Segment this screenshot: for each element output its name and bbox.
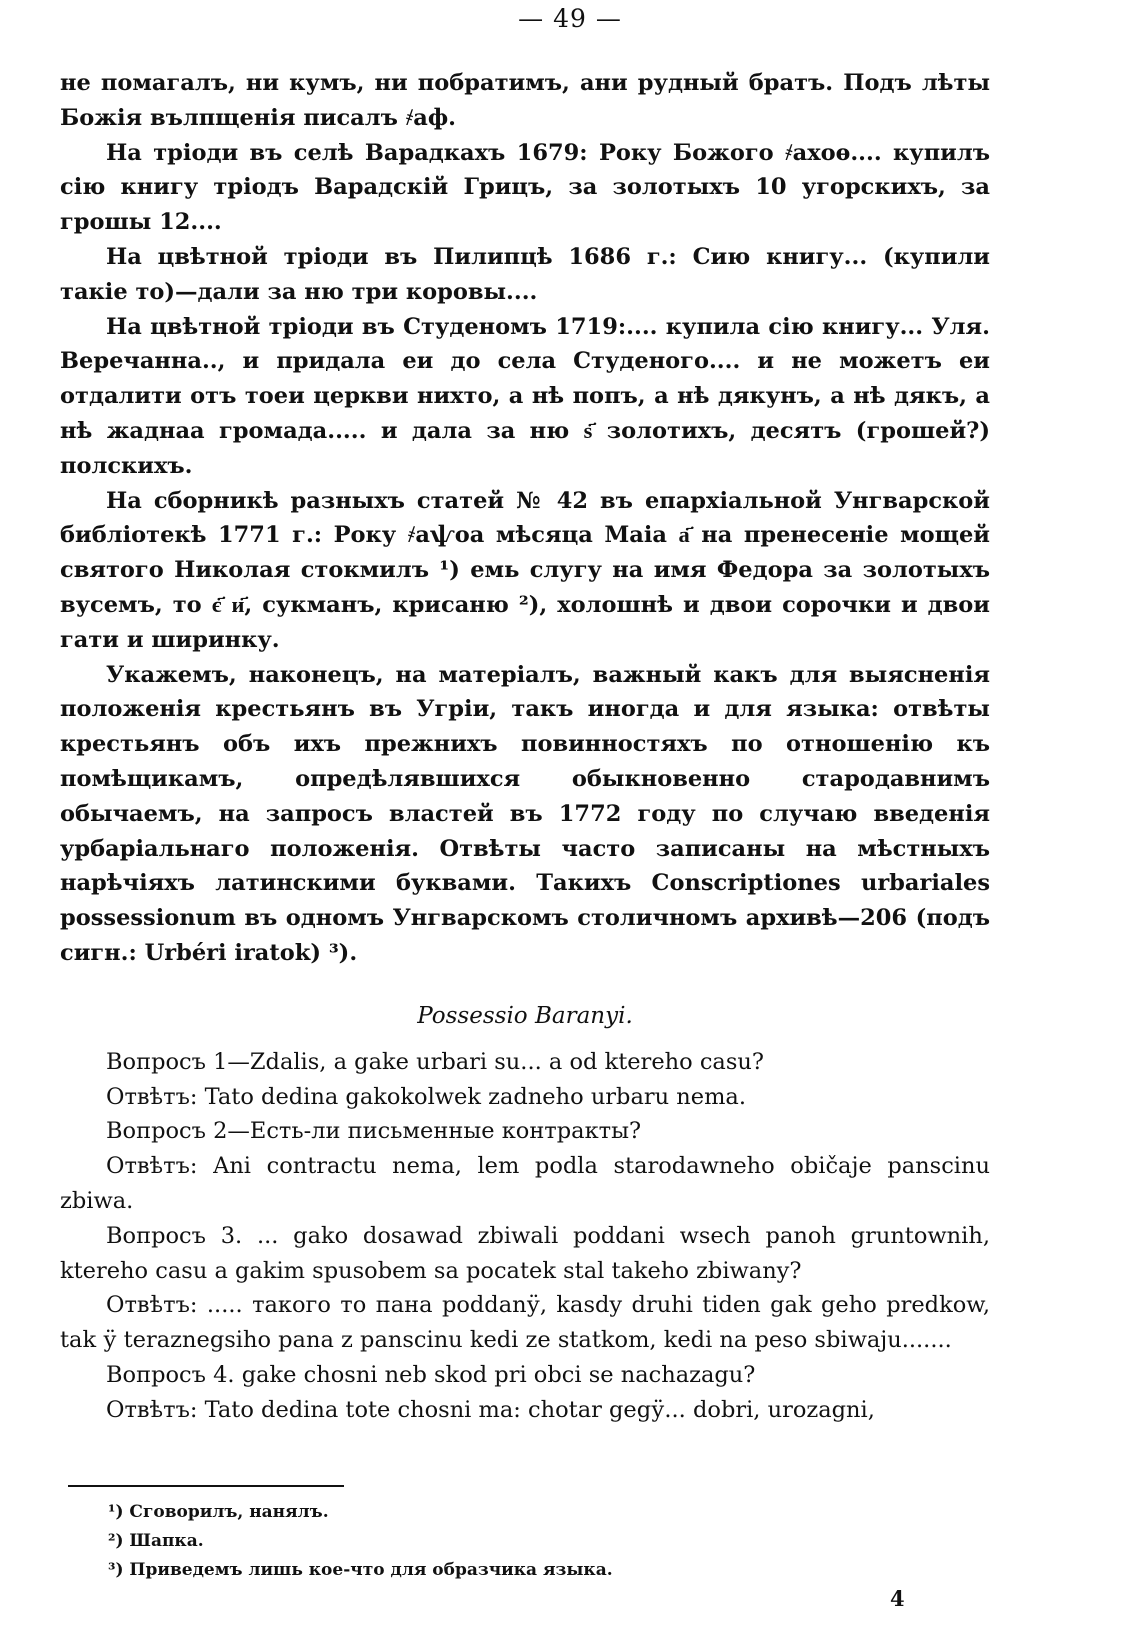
qa-question-1: Вопросъ 1—Zdalis, a gake urbari su... a od ktereho casu? [106,1048,764,1075]
paragraph-4: На цвѣтной тріоди въ Студеномъ 1719:.... купила сію книгу... Уля. Веречанна.., и придала еи до села Студеного.... и не можетъ еи отдалити отъ тоеи церкви нихто, а нѣ попъ, а нѣ дякунъ, а нѣ дякъ, а нѣ жаднаа громада..... и дала за ню ѕ҃ золотихъ, десятъ (грошей?) полскихъ. [60,313,990,479]
qa-question-3: Вопросъ 3. ... gako dosawad zbiwali poddani wsech panoh gruntownih, ktereho casu a gakim spusobem sa pocatek stal takeho zbiwany? [60,1222,990,1284]
paragraph-3: На цвѣтной тріоди въ Пилипцѣ 1686 г.: Сию книгу... (купили такіе то)—дали за ню три коровы.... [60,243,990,305]
qa-question-2: Вопросъ 2—Есть-ли письменные контракты? [106,1118,642,1145]
footnote-2: ²) Шапка. [108,1531,204,1551]
footnote-3: ³) Приведемъ лишь кое-что для образчика языка. [108,1560,613,1580]
footnote-1: ¹) Сговорилъ, нанялъ. [108,1502,329,1522]
qa-answer-3: Отвѣтъ: ..... такого то пана poddanӱ, kasdy druhi tiden gak geho predkow, tak ӱ teraznegsiho pana z panscinu kedi ze statkom, kedi na peso sbiwaju....... [60,1292,990,1354]
section-heading: Possessio Baranyi. [417,1002,633,1029]
paragraph-5: На сборникѣ разныхъ статей № 42 въ епархіальной Унгварской библіотекѣ 1771 г.: Року ҂аѱоа мѣсяца Маіа а҃ на пренесеніе мощей святого Николая стокмилъ ¹) емь слугу на имя Федора за золотыхъ вусемъ, то є҃ и҃, сукманъ, крисаню ²), холошнѣ и двои сорочки и двои гати и ширинку. [60,487,990,653]
paragraph-1: не помагалъ, ни кумъ, ни побратимъ, ани рудный братъ. Подъ лѣты Божія вълпщенія писалъ ҂аф. [60,70,990,131]
qa-question-4: Вопросъ 4. gake chosni neb skod pri obci se nachazagu? [106,1361,756,1388]
page-number: — 49 — [518,4,622,33]
body-text [60,66,990,1427]
qa-answer-1: Отвѣтъ: Tato dedina gakokolwek zadneho urbaru nema. [106,1083,746,1110]
qa-answer-2: Отвѣтъ: Ani contractu nema, lem podla starodawneho običaje panscinu zbiwa. [60,1153,990,1214]
footnotes [108,1498,968,1585]
paragraph-6: Укажемъ, наконецъ, на матеріалъ, важный какъ для выясненія положенія крестьянъ въ Угріи, такъ иногда и для языка: отвѣты крестьянъ объ ихъ прежнихъ повинностяхъ по отношенію къ помѣщикамъ, опредѣлявшихся обыкновенно стародавнимъ обычаемъ, на запросъ властей въ 1772 году по случаю введенія урбаріальнаго положенія. Отвѣты часто записаны на мѣстныхъ нарѣчіяхъ латинскими буквами. Такихъ Conscriptiones urbariales possessionum въ одномъ Унгварскомъ столичномъ архивѣ—206 (подъ сигн.: Urbéri iratok) ³). [60,661,990,966]
signature-mark: 4 [890,1586,905,1611]
footnote-divider [68,1485,344,1487]
paragraph-2: На тріоди въ селѣ Варадкахъ 1679: Року Божого ҂ахоѳ.... купилъ сію книгу тріодъ Варадскій Грицъ, за золотыхъ 10 угорскихъ, за грошы 12.... [60,139,990,236]
qa-answer-4: Отвѣтъ: Tato dedina tote chosni ma: chotar gegӱ... dobri, urozagni, [106,1396,875,1423]
